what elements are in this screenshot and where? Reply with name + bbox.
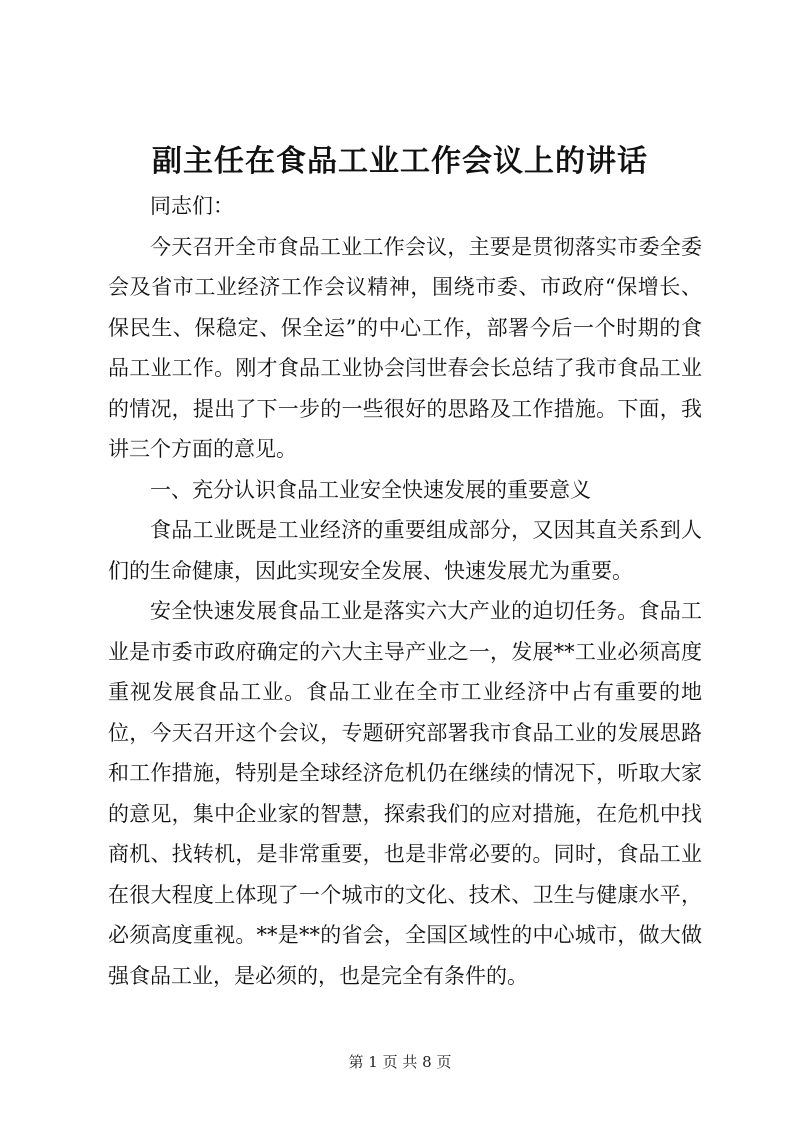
salutation: 同志们： (150, 194, 234, 218)
paragraph-food-industry: 食品工业既是工业经济的重要组成部分，又因其直关系到人们的生命健康，因此实现安全发展、快速发展尤为重要。 (108, 518, 702, 583)
page-footer: 第 1 页 共 8 页 (348, 1053, 452, 1071)
document-body (108, 186, 702, 996)
document-title: 副主任在食品工业工作会议上的讲话 (152, 144, 648, 179)
paragraph-intro: 今天召开全市食品工业工作会议，主要是贯彻落实市委全委会及省市工业经济工作会议精神，围绕市委、市政府“保增长、保民生、保稳定、保全运”的中心工作，部署今后一个时期的食品工业工作。刚才食品工业协会闫世春会长总结了我市食品工业的情况，提出了下一步的一些很好的思路及工作措施。下面，我讲三个方面的意见。 (108, 234, 702, 461)
paragraph-six-industries: 安全快速发展食品工业是落实六大产业的迫切任务。食品工业是市委市政府确定的六大主导产业之一，发展**工业必须高度重视发展食品工业。食品工业在全市工业经济中占有重要的地位，今天召开这个会议，专题研究部署我市食品工业的发展思路和工作措施，特别是全球经济危机仍在继续的情况下，听取大家的意见，集中企业家的智慧，探索我们的应对措施，在危机中找商机、找转机，是非常重要，也是非常必要的。同时，食品工业在很大程度上体现了一个城市的文化、技术、卫生与健康水平，必须高度重视。**是**的省会，全国区域性的中心城市，做大做强食品工业，是必须的，也是完全有条件的。 (108, 599, 702, 988)
section-heading-1: 一、充分认识食品工业安全快速发展的重要意义 (150, 477, 591, 502)
